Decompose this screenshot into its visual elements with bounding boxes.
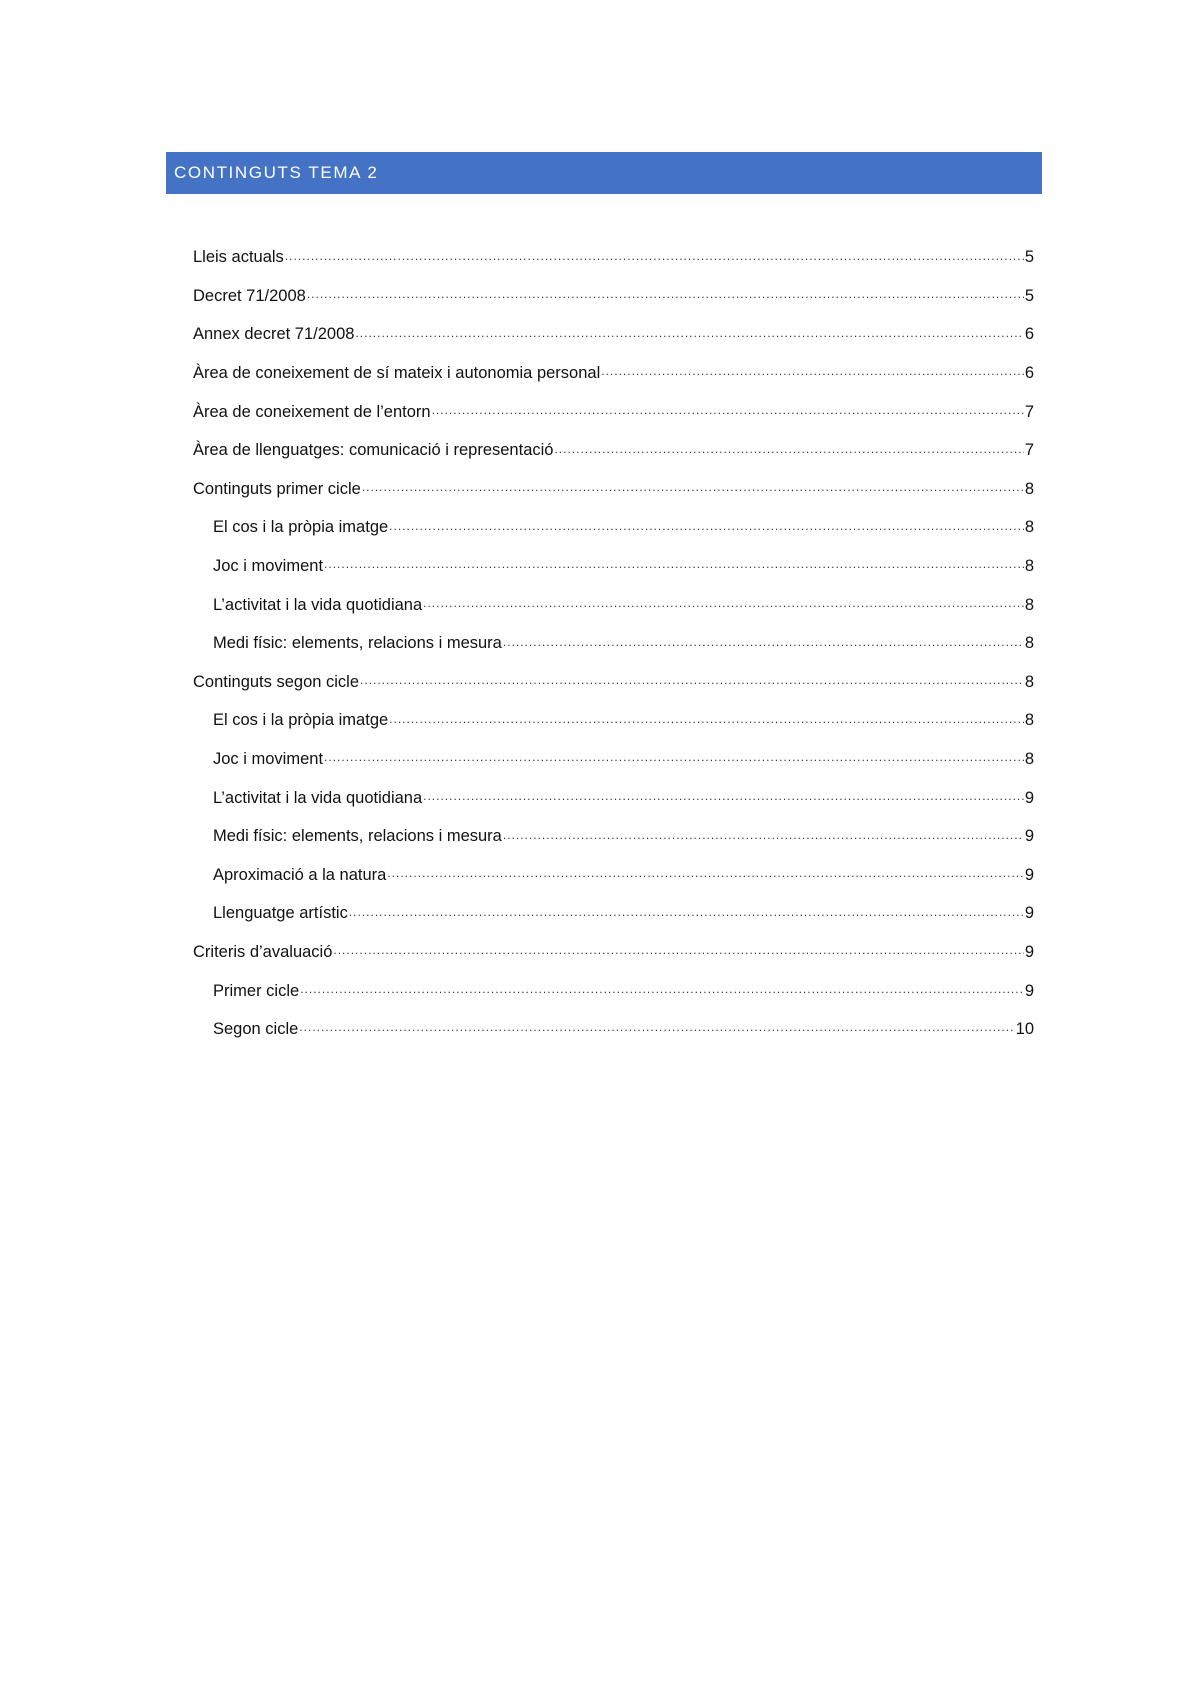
toc-entry-title: Àrea de llenguatges: comunicació i representació — [193, 441, 554, 460]
toc-entry-page: 8 — [1024, 750, 1034, 769]
toc-entry-page: 5 — [1024, 286, 1034, 305]
toc-entry-title: Primer cicle — [213, 981, 300, 1000]
table-of-contents — [193, 238, 1034, 1048]
toc-entry-area-autonomia[interactable] — [193, 354, 1034, 393]
toc-dot-leader — [324, 554, 1024, 585]
toc-dot-leader — [360, 670, 1024, 701]
toc-entry-area-entorn[interactable] — [193, 392, 1034, 431]
toc-entry-title: Continguts segon cicle — [193, 672, 360, 691]
toc-entry-title: Llenguatge artístic — [213, 904, 348, 923]
toc-entry-page: 9 — [1024, 788, 1034, 807]
toc-dot-leader — [333, 940, 1023, 971]
toc-entry-annex-decret[interactable] — [193, 315, 1034, 354]
toc-entry-title: Àrea de coneixement de l’entorn — [193, 402, 431, 421]
toc-entry-activitat-vida-2[interactable] — [193, 778, 1034, 817]
toc-entry-area-llenguatges[interactable] — [193, 431, 1034, 470]
toc-entry-page: 8 — [1024, 634, 1034, 653]
toc-dot-leader — [362, 477, 1024, 508]
toc-entry-title: Decret 71/2008 — [193, 286, 306, 305]
toc-dot-leader — [285, 246, 1024, 277]
toc-dot-leader — [503, 632, 1024, 663]
toc-entry-title: Àrea de coneixement de sí mateix i autonomia personal — [193, 364, 601, 383]
toc-entry-joc-moviment-2[interactable] — [193, 740, 1034, 779]
toc-dot-leader — [389, 709, 1024, 740]
toc-entry-title: El cos i la pròpia imatge — [213, 518, 389, 537]
toc-entry-page: 8 — [1024, 672, 1034, 691]
toc-entry-title: Joc i moviment — [213, 557, 324, 576]
toc-entry-criteris-avaluacio[interactable] — [193, 933, 1034, 972]
toc-entry-page: 6 — [1024, 364, 1034, 383]
toc-entry-title: Criteris d’avaluació — [193, 942, 333, 961]
toc-dot-leader — [349, 902, 1024, 933]
toc-dot-leader — [324, 747, 1024, 778]
toc-entry-page: 7 — [1024, 441, 1034, 460]
toc-dot-leader — [601, 361, 1024, 392]
toc-entry-title: El cos i la pròpia imatge — [213, 711, 389, 730]
toc-entry-medi-fisic-1[interactable] — [193, 624, 1034, 663]
toc-entry-page: 5 — [1024, 248, 1034, 267]
toc-entry-page: 8 — [1024, 518, 1034, 537]
toc-entry-activitat-vida-1[interactable] — [193, 585, 1034, 624]
toc-entry-title: Annex decret 71/2008 — [193, 325, 355, 344]
toc-entry-llenguatge-artistic[interactable] — [193, 894, 1034, 933]
toc-entry-title: Medi físic: elements, relacions i mesura — [213, 827, 502, 846]
toc-entry-primer-cicle[interactable] — [193, 971, 1034, 1010]
toc-entry-page: 6 — [1024, 325, 1034, 344]
toc-entry-page: 10 — [1015, 1020, 1034, 1039]
toc-entry-joc-moviment-1[interactable] — [193, 547, 1034, 586]
toc-entry-title: Medi físic: elements, relacions i mesura — [213, 634, 502, 653]
toc-entry-page: 9 — [1024, 904, 1034, 923]
toc-entry-continguts-segon-cicle[interactable] — [193, 663, 1034, 702]
toc-dot-leader — [389, 516, 1024, 547]
toc-dot-leader — [423, 786, 1024, 817]
toc-heading: CONTINGUTS TEMA 2 — [166, 152, 1042, 194]
toc-dot-leader — [432, 400, 1024, 431]
toc-dot-leader — [554, 439, 1023, 470]
toc-entry-title: Continguts primer cicle — [193, 479, 361, 498]
toc-entry-decret[interactable] — [193, 277, 1034, 316]
toc-dot-leader — [300, 979, 1024, 1010]
toc-entry-title: Aproximació a la natura — [213, 865, 387, 884]
toc-dot-leader — [503, 825, 1024, 856]
toc-entry-aproximacio-natura[interactable] — [193, 856, 1034, 895]
toc-entry-page: 8 — [1024, 479, 1034, 498]
toc-entry-title: Lleis actuals — [193, 248, 284, 267]
toc-entry-title: Segon cicle — [213, 1020, 299, 1039]
toc-entry-segon-cicle[interactable] — [193, 1010, 1034, 1049]
toc-entry-page: 9 — [1024, 981, 1034, 1000]
toc-dot-leader — [307, 284, 1024, 315]
toc-dot-leader — [387, 863, 1023, 894]
toc-entry-page: 8 — [1024, 557, 1034, 576]
toc-entry-lleis-actuals[interactable] — [193, 238, 1034, 277]
toc-entry-title: L’activitat i la vida quotidiana — [213, 788, 423, 807]
toc-entry-cos-imatge-1[interactable] — [193, 508, 1034, 547]
toc-entry-page: 9 — [1024, 865, 1034, 884]
toc-entry-page: 7 — [1024, 402, 1034, 421]
toc-entry-page: 9 — [1024, 942, 1034, 961]
toc-entry-page: 8 — [1024, 595, 1034, 614]
toc-entry-page: 8 — [1024, 711, 1034, 730]
toc-entry-cos-imatge-2[interactable] — [193, 701, 1034, 740]
toc-entry-page: 9 — [1024, 827, 1034, 846]
toc-dot-leader — [299, 1017, 1014, 1048]
toc-dot-leader — [423, 593, 1024, 624]
toc-entry-title: Joc i moviment — [213, 750, 324, 769]
toc-dot-leader — [355, 323, 1023, 354]
toc-entry-medi-fisic-2[interactable] — [193, 817, 1034, 856]
toc-entry-continguts-primer-cicle[interactable] — [193, 470, 1034, 509]
toc-entry-title: L’activitat i la vida quotidiana — [213, 595, 423, 614]
